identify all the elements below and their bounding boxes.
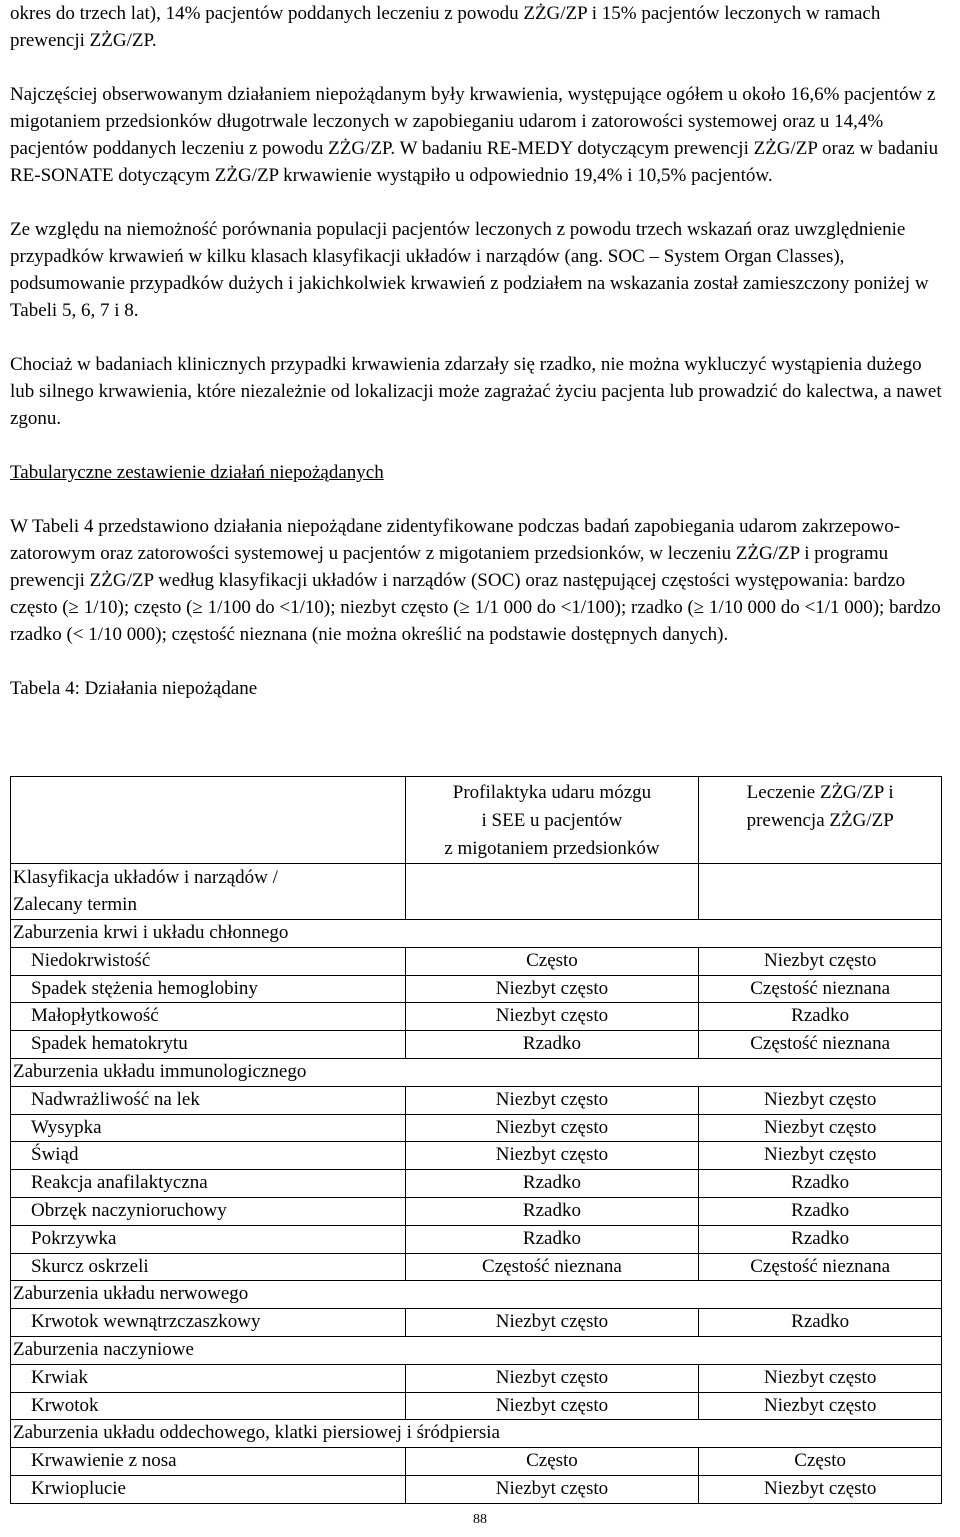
term-label: Pokrzywka: [11, 1225, 406, 1253]
section-heading: Tabularyczne zestawienie działań niepożądanych: [10, 462, 384, 483]
classification-row: [11, 864, 942, 920]
table-caption: Tabela 4: Działania niepożądane: [10, 678, 258, 699]
vte-frequency: Niezbyt często: [699, 947, 942, 975]
table-row: [11, 1114, 942, 1142]
term-label: Krwotok wewnątrzczaszkowy: [11, 1309, 406, 1337]
table-group-row: [11, 1281, 942, 1309]
table-row: [11, 1364, 942, 1392]
term-label: Niedokrwistość: [11, 947, 406, 975]
paragraph-bleeding-risk: Chociaż w badaniach klinicznych przypadki krwawienia zdarzały się rzadko, nie można wykluczyć wystąpienia dużego lub silnego krwawienia, które niezależnie od lokalizacji może zagrażać życiu pacjenta lub prowadzić do kalectwa, a nawet zgonu.: [10, 354, 942, 429]
term-label: Obrzęk naczynioruchowy: [11, 1197, 406, 1225]
af-frequency: Niezbyt często: [405, 1086, 699, 1114]
term-label: Skurcz oskrzeli: [11, 1253, 406, 1281]
vte-frequency: Częstość nieznana: [699, 1031, 942, 1059]
paragraph-population-comparison: Ze względu na niemożność porównania populacji pacjentów leczonych z powodu trzech wskazań oraz uwzględnienie przypadków krwawień w kilku klasach klasyfikacji układów i narządów (ang. SOC – System Organ Classes), podsumowanie przypadków dużych i jakichkolwiek krwawień z podziałem na wskazania został zamieszczony poniżej w Tabeli 5, 6, 7 i 8.: [10, 219, 929, 321]
af-frequency: Rzadko: [405, 1170, 699, 1198]
vte-frequency: Niezbyt często: [699, 1114, 942, 1142]
vte-frequency: Częstość nieznana: [699, 975, 942, 1003]
vte-frequency: Niezbyt często: [699, 1392, 942, 1420]
table-row: [11, 947, 942, 975]
classification-vte-cell: [699, 864, 942, 920]
af-frequency: Rzadko: [405, 1197, 699, 1225]
term-label: Krwioplucie: [11, 1475, 406, 1503]
vte-frequency: Rzadko: [699, 1309, 942, 1337]
table-row: [11, 1170, 942, 1198]
af-frequency: Rzadko: [405, 1031, 699, 1059]
header-af-column: Profilaktyka udaru mózgu i SEE u pacjentów z migotaniem przedsionków: [405, 777, 699, 864]
table-row: [11, 1031, 942, 1059]
table-row: [11, 975, 942, 1003]
vte-frequency: Często: [699, 1448, 942, 1476]
table-header-row: [11, 777, 942, 864]
vte-frequency: Niezbyt często: [699, 1475, 942, 1503]
af-frequency: Rzadko: [405, 1225, 699, 1253]
af-frequency: Często: [405, 947, 699, 975]
af-frequency: Niezbyt często: [405, 1309, 699, 1337]
vte-frequency: Rzadko: [699, 1170, 942, 1198]
group-label: Zaburzenia układu oddechowego, klatki piersiowej i śródpiersia: [11, 1420, 942, 1448]
table-row: [11, 1253, 942, 1281]
document-page: [10, 0, 945, 702]
table-row: [11, 1392, 942, 1420]
group-label: Zaburzenia naczyniowe: [11, 1336, 942, 1364]
table-row: [11, 1197, 942, 1225]
term-label: Reakcja anafilaktyczna: [11, 1170, 406, 1198]
table-row: [11, 1475, 942, 1503]
table-group-row: [11, 1420, 942, 1448]
af-frequency: Częstość nieznana: [405, 1253, 699, 1281]
term-label: Świąd: [11, 1142, 406, 1170]
adverse-reactions-table: [10, 776, 942, 1504]
af-frequency: Niezbyt często: [405, 1003, 699, 1031]
table-row: [11, 1225, 942, 1253]
vte-frequency: Niezbyt często: [699, 1364, 942, 1392]
group-label: Zaburzenia układu immunologicznego: [11, 1058, 942, 1086]
paragraph-table-intro: W Tabeli 4 przedstawiono działania niepożądane zidentyfikowane podczas badań zapobiegania udarom zakrzepowo-zatorowym oraz zatorowości systemowej u pacjentów z migotaniem przedsionków, w leczeniu ZŻG/ZP i programu prewencji ZŻG/ZP według klasyfikacji układów i narządów (SOC) oraz następującej częstości występowania: bardzo często (≥ 1/10); często (≥ 1/100 do <1/10); niezbyt często (≥ 1/1 000 do <1/100); rzadko (≥ 1/10 000 do <1/1 000); bardzo rzadko (< 1/10 000); częstość nieznana (nie można określić na podstawie dostępnych danych).: [10, 516, 941, 645]
vte-frequency: Rzadko: [699, 1197, 942, 1225]
vte-frequency: Częstość nieznana: [699, 1253, 942, 1281]
vte-frequency: Niezbyt często: [699, 1142, 942, 1170]
vte-frequency: Rzadko: [699, 1225, 942, 1253]
table-row: [11, 1448, 942, 1476]
term-label: Spadek hematokrytu: [11, 1031, 406, 1059]
paragraph-bleeding-frequency: Najczęściej obserwowanym działaniem niepożądanym były krwawienia, występujące ogółem u około 16,6% pacjentów z migotaniem przedsionków długotrwale leczonych w zapobieganiu udarom i zatorowości systemowej oraz u 14,4% pacjentów poddanych leczeniu z powodu ZŻG/ZP. W badaniu RE-MEDY dotyczącym prewencji ZŻG/ZP oraz w badaniu RE-SONATE dotyczącym ZŻG/ZP krwawienie wystąpiło u odpowiednio 19,4% i 10,5% pacjentów.: [10, 84, 939, 186]
paragraph-continuation: okres do trzech lat), 14% pacjentów poddanych leczeniu z powodu ZŻG/ZP i 15% pacjentów leczonych w ramach prewencji ZŻG/ZP.: [10, 3, 881, 51]
af-frequency: Niezbyt często: [405, 975, 699, 1003]
table-row: [11, 1086, 942, 1114]
term-label: Małopłytkowość: [11, 1003, 406, 1031]
af-frequency: Niezbyt często: [405, 1392, 699, 1420]
af-frequency: Niezbyt często: [405, 1475, 699, 1503]
table-row: [11, 1309, 942, 1337]
table-group-row: [11, 1336, 942, 1364]
table-row: [11, 1142, 942, 1170]
vte-frequency: Rzadko: [699, 1003, 942, 1031]
header-empty-cell: [11, 777, 406, 864]
term-label: Krwotok: [11, 1392, 406, 1420]
af-frequency: Niezbyt często: [405, 1114, 699, 1142]
page-number: 88: [473, 1512, 487, 1527]
term-label: Wysypka: [11, 1114, 406, 1142]
table-row: [11, 1003, 942, 1031]
term-label: Krwawienie z nosa: [11, 1448, 406, 1476]
term-label: Krwiak: [11, 1364, 406, 1392]
af-frequency: Często: [405, 1448, 699, 1476]
af-frequency: Niezbyt często: [405, 1364, 699, 1392]
group-label: Zaburzenia krwi i układu chłonnego: [11, 920, 942, 948]
classification-af-cell: [405, 864, 699, 920]
classification-label: Klasyfikacja układów i narządów / Zalecany termin: [11, 864, 406, 920]
term-label: Spadek stężenia hemoglobiny: [11, 975, 406, 1003]
term-label: Nadwrażliwość na lek: [11, 1086, 406, 1114]
group-label: Zaburzenia układu nerwowego: [11, 1281, 942, 1309]
header-vte-column: Leczenie ZŻG/ZP i prewencja ZŻG/ZP: [699, 777, 942, 864]
table-group-row: [11, 1058, 942, 1086]
vte-frequency: Niezbyt często: [699, 1086, 942, 1114]
af-frequency: Niezbyt często: [405, 1142, 699, 1170]
table-group-row: [11, 920, 942, 948]
